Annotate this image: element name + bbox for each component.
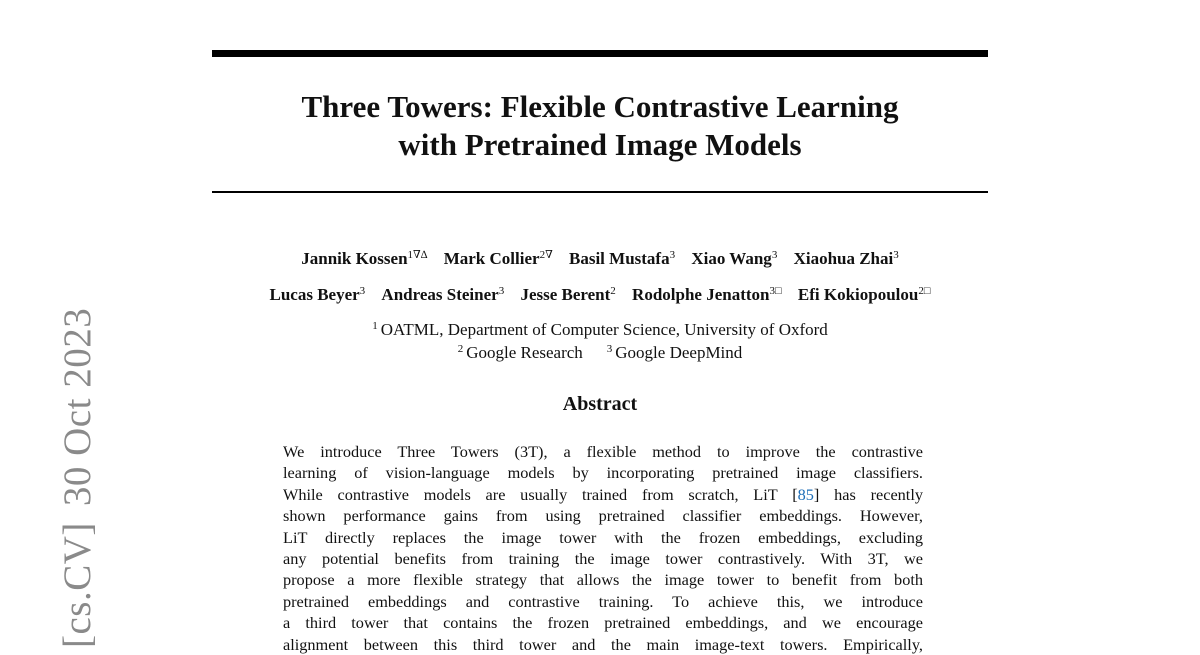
author-name: Efi Kokiopoulou — [797, 285, 919, 304]
abstract-text: While contrastive models are usually trained from scratch, LiT [ — [283, 484, 798, 504]
arxiv-date: 30 Oct 2023 — [56, 307, 99, 507]
paper-title-line-2: with Pretrained Image Models — [398, 127, 802, 162]
author — [794, 249, 899, 268]
affiliation-mark: 1 — [372, 320, 378, 332]
title-bottom-rule — [212, 191, 988, 193]
affiliation-line-1 — [212, 320, 988, 340]
author-affiliation-marks: 3 — [893, 249, 899, 261]
author-name: Basil Mustafa — [569, 249, 670, 268]
citation-link[interactable]: 85 — [797, 484, 814, 504]
author-affiliation-marks: 3 — [359, 285, 366, 297]
affiliation-mark: 3 — [606, 343, 613, 355]
affiliation-line-2 — [212, 343, 988, 363]
abstract-line: a third tower that contains the frozen pretrained embeddings, and we encourage — [283, 613, 923, 633]
author — [632, 285, 782, 304]
affiliation-google-deepmind: Google DeepMind — [615, 343, 743, 362]
author-name: Jesse Berent — [520, 285, 611, 304]
paper-title-line-1: Three Towers: Flexible Contrastive Learning — [301, 89, 899, 124]
author-name: Xiao Wang — [691, 249, 772, 268]
abstract-line: LiT directly replaces the image tower with the frozen embeddings, excluding — [283, 527, 923, 547]
title-top-rule — [212, 50, 988, 57]
author-list-row-1 — [200, 249, 1000, 269]
affiliation-mark: 2 — [457, 343, 464, 355]
author-name: Andreas Steiner — [381, 285, 499, 304]
affiliation-google-research: Google Research — [466, 343, 583, 362]
author-affiliation-marks: 2□ — [918, 285, 931, 297]
author — [691, 249, 777, 268]
author-affiliation-marks: 2 — [610, 285, 616, 297]
author-affiliation-marks: 2∇ — [539, 249, 553, 261]
author — [520, 285, 615, 304]
author-affiliation-marks: 1∇∆ — [407, 249, 428, 261]
affiliation-oxford: OATML, Department of Computer Science, University of Oxford — [380, 320, 828, 339]
abstract-text: ] has recently — [813, 484, 923, 504]
author-list-row-2 — [200, 285, 1000, 305]
author — [444, 249, 553, 268]
arxiv-category: [cs.CV] — [56, 522, 99, 648]
author-name: Xiaohua Zhai — [793, 249, 894, 268]
abstract-line: We introduce Three Towers (3T), a flexible method to improve the contrastive — [283, 442, 923, 461]
author-affiliation-marks: 3 — [771, 249, 778, 261]
author-name: Rodolphe Jenatton — [632, 285, 770, 304]
author-name: Lucas Beyer — [269, 285, 360, 304]
abstract-line — [283, 484, 923, 505]
paper-title — [212, 88, 988, 164]
author-affiliation-marks: 3□ — [769, 285, 782, 297]
arxiv-side-stamp — [58, 308, 97, 648]
abstract-line: propose a more flexible strategy that allows the image tower to benefit from both — [283, 570, 923, 590]
abstract-line: alignment between this third tower and the main image-text towers. Empirically, — [283, 634, 923, 654]
author-name: Jannik Kossen — [301, 249, 408, 268]
author — [269, 285, 365, 304]
author — [798, 285, 931, 304]
author-affiliation-marks: 3 — [669, 249, 676, 261]
author — [569, 249, 675, 268]
author-name: Mark Collier — [443, 249, 540, 268]
abstract-line: learning of vision-language models by incorporating pretrained image classifiers. — [283, 463, 923, 483]
abstract-line: any potential benefits from training the image tower contrastively. With 3T, we — [283, 549, 923, 569]
abstract-heading: Abstract — [562, 393, 638, 415]
abstract-line: pretrained embeddings and contrastive training. To achieve this, we introduce — [283, 591, 923, 611]
author — [381, 285, 504, 304]
abstract-line: shown performance gains from using pretrained classifier embeddings. However, — [283, 506, 923, 526]
abstract-body — [283, 441, 923, 655]
author — [301, 249, 427, 268]
author-affiliation-marks: 3 — [498, 285, 505, 297]
